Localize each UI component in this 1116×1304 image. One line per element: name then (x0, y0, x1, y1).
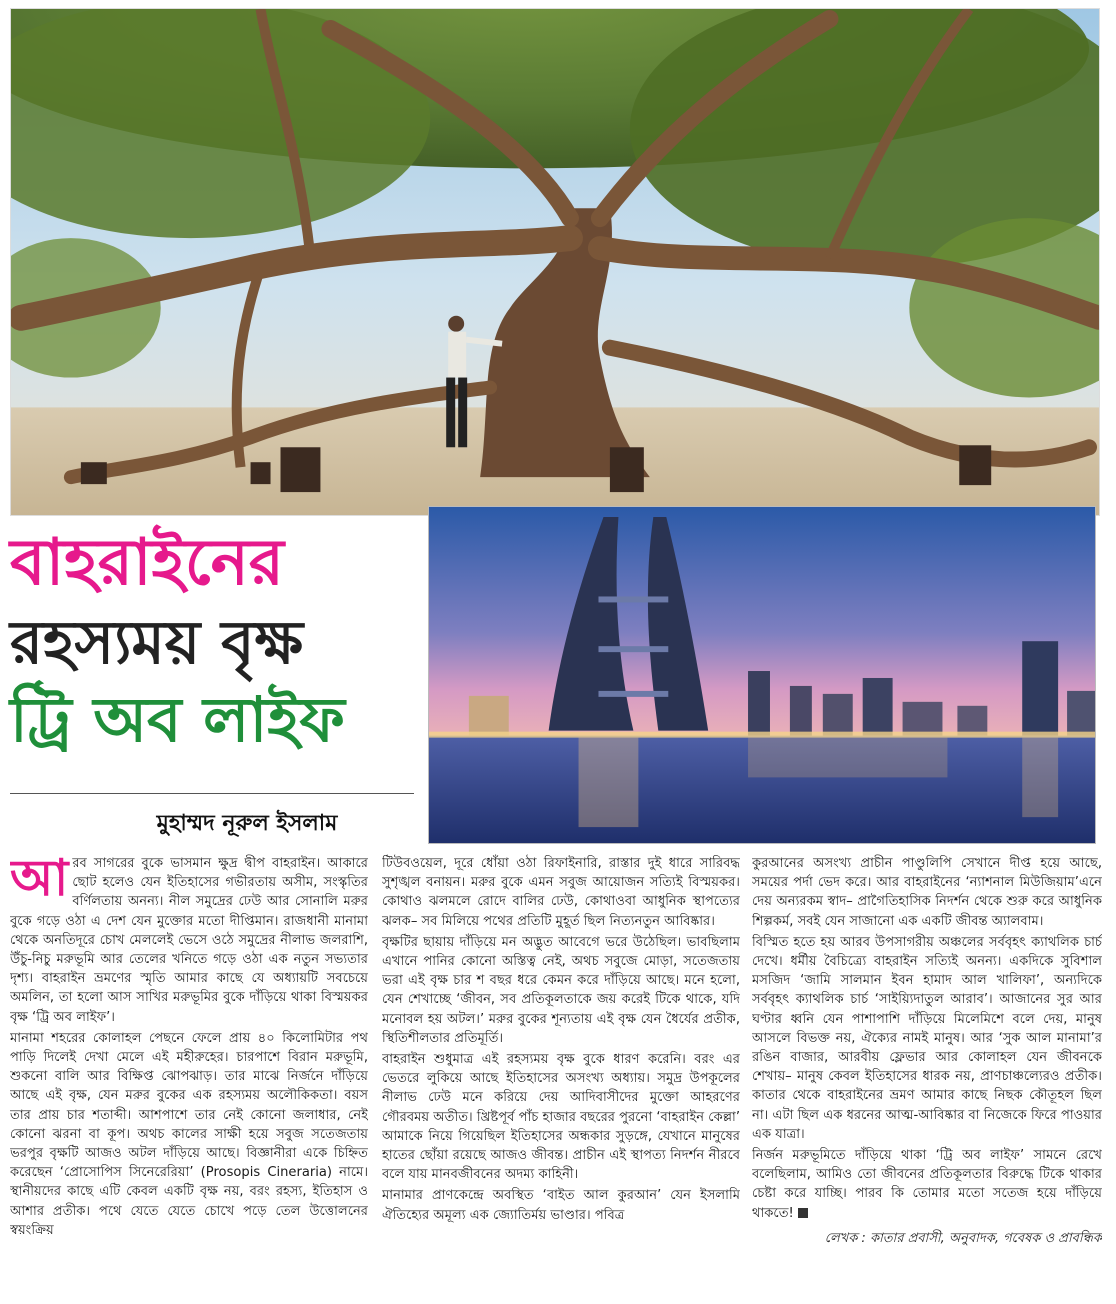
paragraph (10, 854, 368, 1027)
paragraph (752, 1146, 1102, 1223)
paragraph-text: রব সাগরের বুকে ভাসমান ক্ষুদ্র দ্বীপ বাহরাইন। আকারে ছোট হলেও যেন ইতিহাসের গভীরতায় অসীম, সংস্কৃতির বর্ণিলতায় অনন্য। নীল সমুদ্রের ঢেউ আর সোনালি মরুর বুকে গড়ে ওঠা এ দেশ যেন মুক্তোর মতো দীপ্তিমান। রাজধানী মানামা থেকে অনতিদূরে চোখ মেললেই ভেসে ওঠে সমুদ্রের নীলাভ জলরাশি, উঁচু-নিচু মরুভূমি আর তেলের খনিতে গড়ে ওঠা এক নতুন সভ্যতার দৃশ্য। বাহরাইন ভ্রমণের স্মৃতি আমার কাছে যে অধ্যায়টি সবচেয়ে অমলিন, তা হলো আস সাখির মরুভূমির বুকে দাঁড়িয়ে থাকা বিস্ময়কর বৃক্ষ ‘ট্রি অব লাইফ’। (10, 856, 368, 1025)
tree-of-life-photo (10, 8, 1100, 516)
paragraph: টিউবওয়েল, দূরে ধোঁয়া ওঠা রিফাইনারি, রাস্তার দুই ধারে সারিবদ্ধ সুশৃঙ্খল বনায়ন। মরুর বুকে এমন সবুজ আয়োজন সত্যিই বিস্ময়কর। কোথাও ঝলমলে রোদে বালির ঢেউ, কোথাওবা আধুনিক স্থাপত্যের ঝলক– সব মিলিয়ে পথের প্রতিটি মুহূর্ত ছিল নিত্যনতুন আবিষ্কার। (382, 856, 740, 929)
paragraph: বাহরাইন শুধুমাত্র এই রহস্যময় বৃক্ষ বুকে ধারণ করেনি। বরং এর ভেতরে লুকিয়ে আছে ইতিহাসের অসংখ্য অধ্যায়। সমুদ্র উপকূলের নীলাভ ঢেউ মনে করিয়ে দেয় আদিবাসীদের মুক্তো আহরণের গৌরবময় অতীত। খ্রিষ্টপূর্ব পাঁচ হাজার বছরের পুরনো ‘বাহরাইন কেল্লা’ আমাকে নিয়ে গিয়েছিল ইতিহাসের অন্ধকার সুড়ঙ্গে, যেখানে মানুষের হাতের ছোঁয়া রয়েছে আজও জীবন্ত। প্রাচীন এই স্থাপত্য নিদর্শন নীরবে বলে যায় মানবজীবনের অদম্য কাহিনী। (382, 1052, 740, 1183)
paragraph: মানামার প্রাণকেন্দ্রে অবস্থিত ‘বাইত আল কুরআন’ যেন ইসলামি ঐতিহ্যের অমূল্য এক জ্যোতির্ময় ভাণ্ডার। পবিত্র (382, 1188, 740, 1223)
dropcap: আ (10, 854, 69, 907)
paragraph: বিস্মিত হতে হয় আরব উপসাগরীয় অঞ্চলের সর্ববৃহৎ ক্যাথলিক চার্চ দেখে। ধর্মীয় বৈচিত্র্যে বাহরাইন সত্যিই অনন্য। একদিকে সুবিশাল মসজিদ ‘জামি সালমান ইবন হামাদ আল খালিফা’, অন্যদিকে সর্ববৃহৎ ক্যাথলিক চার্চ ‘সাইয়্যিদাতুল আরাব’। আজানের সুর আর ঘণ্টার ধ্বনি যেন পাশাপাশি দাঁড়িয়ে মিলেমিশে বলে দেয়, মানুষ আসলে বিভক্ত নয়, ঐক্যের নামই মানুষ। আর ‘সুক আল মানামা’র রঙিন বাজার, আরবীয় ফ্লেভার আর কোলাহল যেন জীবনকে শেখায়– মানুষ কেবল ইতিহাসের ধারক নয়, প্রাণচাঞ্চল্যেরও প্রতীক। কাতার থেকে বাহরাইনের ভ্রমণ আমার কাছে নিছক কৌতূহল ছিল না। এটা ছিল এক ধরনের আত্ম-আবিষ্কার বা নিজেকে ফিরে পাওয়ার এক যাত্রা। (752, 934, 1102, 1142)
tree-of-life-illustration (11, 9, 1099, 515)
paragraph-text: নির্জন মরুভূমিতে দাঁড়িয়ে থাকা ‘ট্রি অব লাইফ’ সামনে রেখে বলেছিলাম, আমিও তো জীবনের প্রতিকূলতার বিরুদ্ধে টিকে থাকার চেষ্টা করে যাচ্ছি। পারব কি তোমার মতো সতেজ হয়ে দাঁড়িয়ে থাকতে! (752, 1148, 1102, 1221)
byline-divider (10, 793, 414, 794)
bahrain-skyline-photo (428, 506, 1096, 844)
headline-line-1: বাহরাইনের (10, 526, 284, 600)
article-headline (10, 528, 420, 755)
article-column-2 (382, 854, 740, 1290)
article-column-3 (752, 854, 1102, 1290)
article-column-1 (10, 854, 368, 1290)
paragraph: কুরআনের অসংখ্য প্রাচীন পাণ্ডুলিপি সেখানে দীপ্ত হয়ে আছে, সময়ের পর্দা ভেদ করে। আর বাহরাইনের ‘ন্যাশনাল মিউজিয়াম’এনে দেয় অন্যরকম স্বাদ– প্রাগৈতিহাসিক নিদর্শন থেকে শুরু করে আধুনিক শিল্পকর্ম, সবই যেন সাজানো এক একটি জীবন্ত অ্যালবাম। (752, 856, 1102, 929)
headline-line-2: রহস্যময় বৃক্ষ (10, 608, 304, 679)
end-mark-icon (798, 1208, 808, 1218)
bahrain-skyline-illustration (429, 507, 1095, 843)
author-byline: মুহাম্মদ নূরুল ইসলাম (156, 811, 338, 836)
headline-line-3: ট্রি অব লাইফ (10, 683, 345, 757)
author-credit: লেখক : কাতার প্রবাসী, অনুবাদক, গবেষক ও প্রাবন্ধিক (824, 1230, 1102, 1246)
paragraph: বৃক্ষটির ছায়ায় দাঁড়িয়ে মন অদ্ভুত আবেগে ভরে উঠেছিল। ভাবছিলাম এখানে পানির কোনো অস্তিত্ব নেই, অথচ সবুজে মোড়া, সতেজতায় ভরা এই বৃক্ষ চার শ বছর ধরে কেমন করে দাঁড়িয়ে আছে। মনে হলো, যেন শেখাচ্ছে ‘জীবন, সব প্রতিকূলতাকে জয় করেই টিকে থাকে, যদি মনোবল হয় অটল।’ মরুর বুকের শূন্যতায় এই বৃক্ষ যেন ধৈর্যের প্রতীক, স্থিতিশীলতার প্রতিমূর্তি। (382, 934, 740, 1046)
paragraph: মানামা শহরের কোলাহল পেছনে ফেলে প্রায় ৪০ কিলোমিটার পথ পাড়ি দিলেই দেখা মেলে এই মহীরুহের। চারপাশে বিরান মরুভূমি, শুকনো বালি আর বিক্ষিপ্ত ঝোপঝাড়। তার মাঝে নির্জনে দাঁড়িয়ে আছে এই বৃক্ষ, যেন মরুর বুকের এক রহস্যময় অলৌকিকতা। বয়স তার প্রায় চার শতাব্দী। আশপাশে তার নেই কোনো জলাধার, নেই কোনো ঝরনা বা কূপ। অথচ কালের সাক্ষী হয়ে সবুজ সতেজতায় ভরপুর বৃক্ষটি আজও অটল দাঁড়িয়ে আছে। বিজ্ঞানীরা একে চিহ্নিত করেছেন ‘প্রোসোপিস সিনেরেরিয়া’ (Prosopis Cineraria) নামে। স্থানীয়দের কাছে এটি কেবল একটি বৃক্ষ নয়, বরং রহস্য, ইতিহাস ও আশার প্রতীক। পথে যেতে যেতে চোখে পড়ে তেল উত্তোলনের স্বয়ংক্রিয় (10, 1030, 368, 1238)
